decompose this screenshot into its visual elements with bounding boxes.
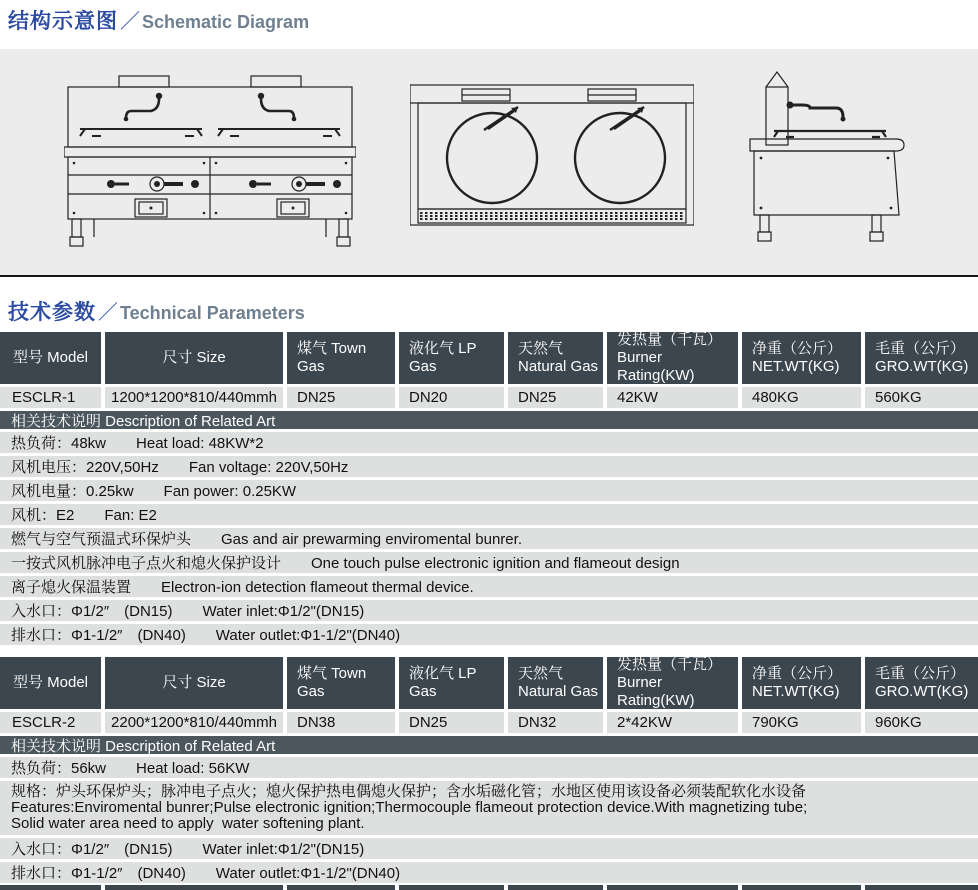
- table-row: [0, 712, 978, 733]
- cell-net-weight: 790KG: [742, 712, 861, 733]
- spec-ignition: 一按式风机脉冲电子点火和熄火保护设计 One touch pulse electronic ignition and flameout design: [0, 552, 978, 573]
- spec-flameout-device: 离子熄火保温装置 Electron-ion detection flameout thermal device.: [0, 576, 978, 597]
- cell-burner-rating: 42KW: [607, 387, 738, 408]
- spec-fan: 风机：E2 Fan: E2: [0, 504, 978, 525]
- params-title-zh: 技术参数: [8, 301, 96, 324]
- table-header-row: [0, 332, 978, 384]
- related-art-bar: 相关技术说明 Description of Related Art: [0, 736, 978, 754]
- spec-features-line-zh: 规格：炉头环保炉头；脉冲电子点火；熄火保护热电偶熄火保护；含水垢磁化管；水地区使用该设备必须装配软化水设备: [11, 783, 807, 800]
- col-header-net-weight: 净重（公斤） NET.WT(KG): [742, 657, 861, 709]
- params-section-title: [0, 291, 978, 324]
- cell-model: ESCLR-1: [0, 387, 101, 408]
- col-header-natural-gas: 天然气 Natural Gas: [508, 657, 603, 709]
- spec-fan-power: 风机电量：0.25kw Fan power: 0.25KW: [0, 480, 978, 501]
- spec-features: [0, 781, 978, 835]
- spec-fan-voltage: 风机电压：220V,50Hz Fan voltage: 220V,50Hz: [0, 456, 978, 477]
- col-header-lp-gas: 液化气 LP Gas: [399, 657, 504, 709]
- cell-net-weight: 480KG: [742, 387, 861, 408]
- cell-town-gas: DN38: [287, 712, 395, 733]
- col-header-net-weight: 净重（公斤） NET.WT(KG): [742, 332, 861, 384]
- spec-heat-load: 热负荷：56kw Heat load: 56KW: [0, 757, 978, 778]
- cell-model: ESCLR-2: [0, 712, 101, 733]
- stove-top-view-drawing: [410, 77, 694, 229]
- col-header-town-gas: 煤气 Town Gas: [287, 332, 395, 384]
- spec-water-outlet: 排水口：Φ1-1/2″ (DN40) Water outlet:Φ1-1/2"(DN40): [0, 862, 978, 883]
- spec-table-esclr-1: [0, 332, 978, 645]
- cell-natural-gas: DN32: [508, 712, 603, 733]
- spec-burner: 燃气与空气预温式环保炉头 Gas and air prewarming enviromental bunrer.: [0, 528, 978, 549]
- col-header-model: 型号 Model: [0, 657, 101, 709]
- cell-burner-rating: 2*42KW: [607, 712, 738, 733]
- col-header-town-gas: 煤气 Town Gas: [287, 657, 395, 709]
- cell-gross-weight: 960KG: [865, 712, 978, 733]
- table-header-row: [0, 657, 978, 709]
- col-header-gross-weight: 毛重（公斤） GRO.WT(KG): [865, 332, 978, 384]
- cell-lp-gas: DN25: [399, 712, 504, 733]
- col-header-lp-gas: 液化气 LP Gas: [399, 332, 504, 384]
- spec-water-inlet: 入水口：Φ1/2″ (DN15) Water inlet:Φ1/2"(DN15): [0, 838, 978, 859]
- title-slash: ／: [98, 302, 118, 324]
- spec-water-outlet: 排水口：Φ1-1/2″ (DN40) Water outlet:Φ1-1/2"(DN40): [0, 624, 978, 645]
- cell-town-gas: DN25: [287, 387, 395, 408]
- cell-size: 2200*1200*810/440mmh: [105, 712, 283, 733]
- schematic-section-title: [0, 0, 978, 33]
- spec-water-inlet: 入水口：Φ1/2″ (DN15) Water inlet:Φ1/2"(DN15): [0, 600, 978, 621]
- schematic-panel: [0, 49, 978, 277]
- related-art-bar: 相关技术说明 Description of Related Art: [0, 411, 978, 429]
- spec-features-line-en2: Solid water area need to apply water softening plant.: [11, 815, 365, 832]
- spec-heat-load: 热负荷：48kw Heat load: 48KW*2: [0, 432, 978, 453]
- cutoff-table-header: [0, 885, 978, 890]
- stove-front-view-drawing: [64, 75, 356, 251]
- schematic-title-zh: 结构示意图: [8, 10, 118, 33]
- cell-natural-gas: DN25: [508, 387, 603, 408]
- stove-side-view-drawing: [744, 65, 914, 249]
- spec-features-line-en1: Features:Enviromental bunrer;Pulse electronic ignition;Thermocouple flameout protection device.With magnetizing tube;: [11, 799, 808, 816]
- col-header-natural-gas: 天然气 Natural Gas: [508, 332, 603, 384]
- schematic-title-en: Schematic Diagram: [142, 12, 310, 32]
- cell-lp-gas: DN20: [399, 387, 504, 408]
- spec-table-esclr-2: [0, 657, 978, 883]
- title-slash: ／: [120, 11, 140, 33]
- cell-size: 1200*1200*810/440mmh: [105, 387, 283, 408]
- col-header-gross-weight: 毛重（公斤） GRO.WT(KG): [865, 657, 978, 709]
- params-title-en: Technical Parameters: [120, 303, 305, 323]
- cell-gross-weight: 560KG: [865, 387, 978, 408]
- col-header-model: 型号 Model: [0, 332, 101, 384]
- col-header-size: 尺寸 Size: [105, 332, 283, 384]
- col-header-size: 尺寸 Size: [105, 657, 283, 709]
- col-header-burner-rating: 发热量（千瓦） Burner Rating(KW): [607, 657, 738, 709]
- table-row: [0, 387, 978, 408]
- col-header-burner-rating: 发热量（千瓦） Burner Rating(KW): [607, 332, 738, 384]
